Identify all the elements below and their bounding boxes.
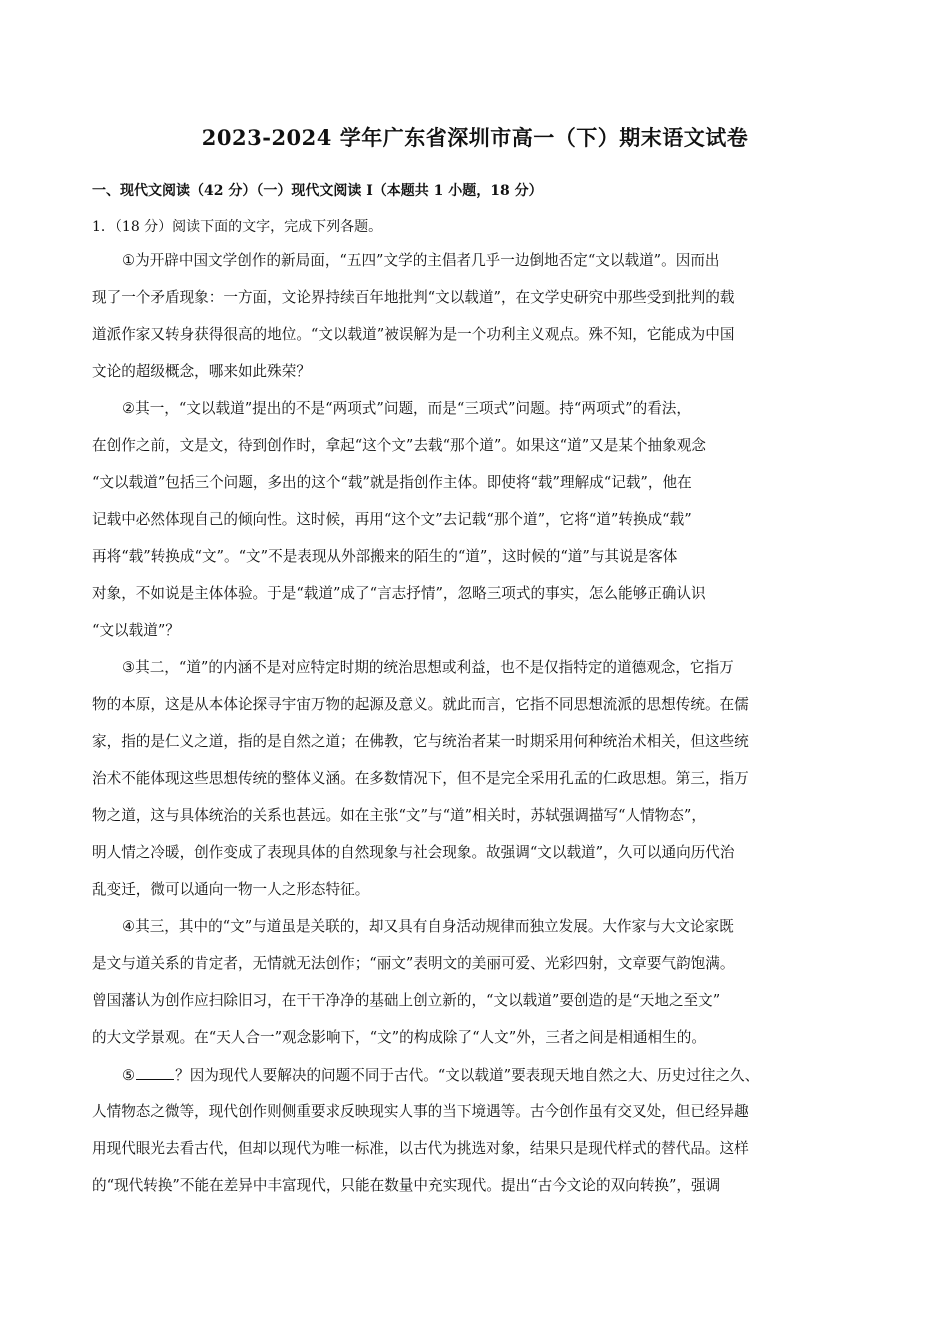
exam-title: 2023-2024 学年广东省深圳市高一（下）期末语文试卷 [201,125,749,150]
paragraph-text: 其一，“文以载道”提出的不是“两项式”问题，而是“三项式”问题。持“两项式”的看法， [135,400,691,417]
paragraph-1-line-4: 文论的超级概念，哪来如此殊荣？ [92,363,311,380]
paragraph-1-line-1 [122,251,720,271]
paragraph-2-line-6: 对象，不如说是主体体验。于是“载道”成了“言志抒情”，忽略三项式的事实，怎么能够正确认识 [92,585,706,602]
paragraph-5-line-2: 人情物态之微等，现代创作则侧重要求反映现实人事的当下境遇等。古今创作虽有交叉处，但已经异趣 [92,1103,749,1120]
paragraph-2-line-4: 记载中必然体现自己的倾向性。这时候，再用“这个文”去记载“那个道”，它将“道”转换成“载” [92,511,692,528]
paragraph-2-line-2: 在创作之前，文是文，待到创作时，拿起“这个文”去载“那个道”。如果这“道”又是某个抽象观念 [92,437,706,454]
paragraph-text: 其三，其中的“文”与道虽是关联的，却又具有自身活动规律而独立发展。大作家与大文论家既 [135,918,734,935]
paragraph-5-line-1 [122,1065,759,1086]
paragraph-3-line-2: 物的本原，这是从本体论探寻宇宙万物的起源及意义。就此而言，它指不同思想流派的思想传统。在儒 [92,696,749,713]
fill-in-blank[interactable] [136,1065,174,1080]
paragraph-3-line-3: 家，指的是仁义之道，指的是自然之道；在佛教，它与统治者某一时期采用何种统治术相关，但这些统 [92,733,749,750]
paragraph-marker: ⑤ [122,1067,136,1084]
paragraph-text: 为开辟中国文学创作的新局面，“五四”文学的主倡者几乎一边倒地否定“文以载道”。因而出 [135,252,720,269]
question-number: 1． [92,219,115,235]
paragraph-marker: ② [122,400,136,417]
question-instruction: （18 分）阅读下面的文字，完成下列各题。 [114,219,383,235]
paragraph-2-line-3: “文以载道”包括三个问题，多出的这个“载”就是指创作主体。即使将“载”理解成“记载”，他在 [92,474,692,491]
paragraph-2-line-1 [122,399,691,419]
paragraph-2-line-5: 再将“载”转换成“文”。“文”不是表现从外部搬来的陌生的“道”，这时候的“道”与其说是客体 [92,548,678,565]
paragraph-5-line-4: 的“现代转换”不能在差异中丰富现代，只能在数量中充实现代。提出“古今文论的双向转换”，强调 [92,1177,721,1194]
paragraph-marker: ③ [122,659,136,676]
paragraph-4-line-1 [122,917,734,937]
paragraph-4-line-3: 曾国藩认为创作应扫除旧习，在干干净净的基础上创立新的，“文以载道”要创造的是“天地之至文” [92,992,721,1009]
paragraph-4-line-2: 是文与道关系的肯定者，无情就无法创作；“丽文”表明文的美丽可爱、光彩四射，文章要气韵饱满。 [92,955,735,972]
paragraph-4-line-4: 的大文学景观。在“天人合一”观念影响下，“文”的构成除了“人文”外，三者之间是相通相生的。 [92,1029,706,1046]
paragraph-5-line-3: 用现代眼光去看古代，但却以现代为唯一标准，以古代为挑选对象，结果只是现代样式的替代品。这样 [92,1140,749,1157]
section-heading: 一、现代文阅读（42 分）（一）现代文阅读 I（本题共 1 小题，18 分） [92,183,543,199]
question-1-prompt [92,216,382,236]
paragraph-3-line-6: 明人情之冷暖，创作变成了表现具体的自然现象与社会现象。故强调“文以载道”，久可以通向历代治 [92,844,735,861]
paragraph-3-line-5: 物之道，这与具体统治的关系也甚远。如在主张“文”与“道”相关时，苏轼强调描写“人情物态”， [92,807,706,824]
paragraph-3-line-7: 乱变迁，微可以通向一物一人之形态特征。 [92,881,370,898]
paragraph-3-line-4: 治术不能体现这些思想传统的整体义涵。在多数情况下，但不是完全采用孔孟的仁政思想。第三，指万 [92,770,749,787]
paragraph-1-line-3: 道派作家又转身获得很高的地位。“文以载道”被误解为是一个功利主义观点。殊不知，它能成为中国 [92,326,735,343]
paragraph-text: 其二，“道”的内涵不是对应特定时期的统治思想或利益，也不是仅指特定的道德观念，它指万 [135,659,734,676]
paragraph-3-line-1 [122,658,734,678]
paragraph-text: ？因为现代人要解决的问题不同于古代。“文以载道”要表现天地自然之大、历史过往之久、 [175,1067,760,1084]
paragraph-marker: ④ [122,918,136,935]
paragraph-marker: ① [122,252,136,269]
paragraph-2-line-7: “文以载道”？ [92,622,180,639]
paragraph-1-line-2: 现了一个矛盾现象：一方面，文论界持续百年地批判“文以载道”，在文学史研究中那些受到批判的载 [92,289,735,306]
